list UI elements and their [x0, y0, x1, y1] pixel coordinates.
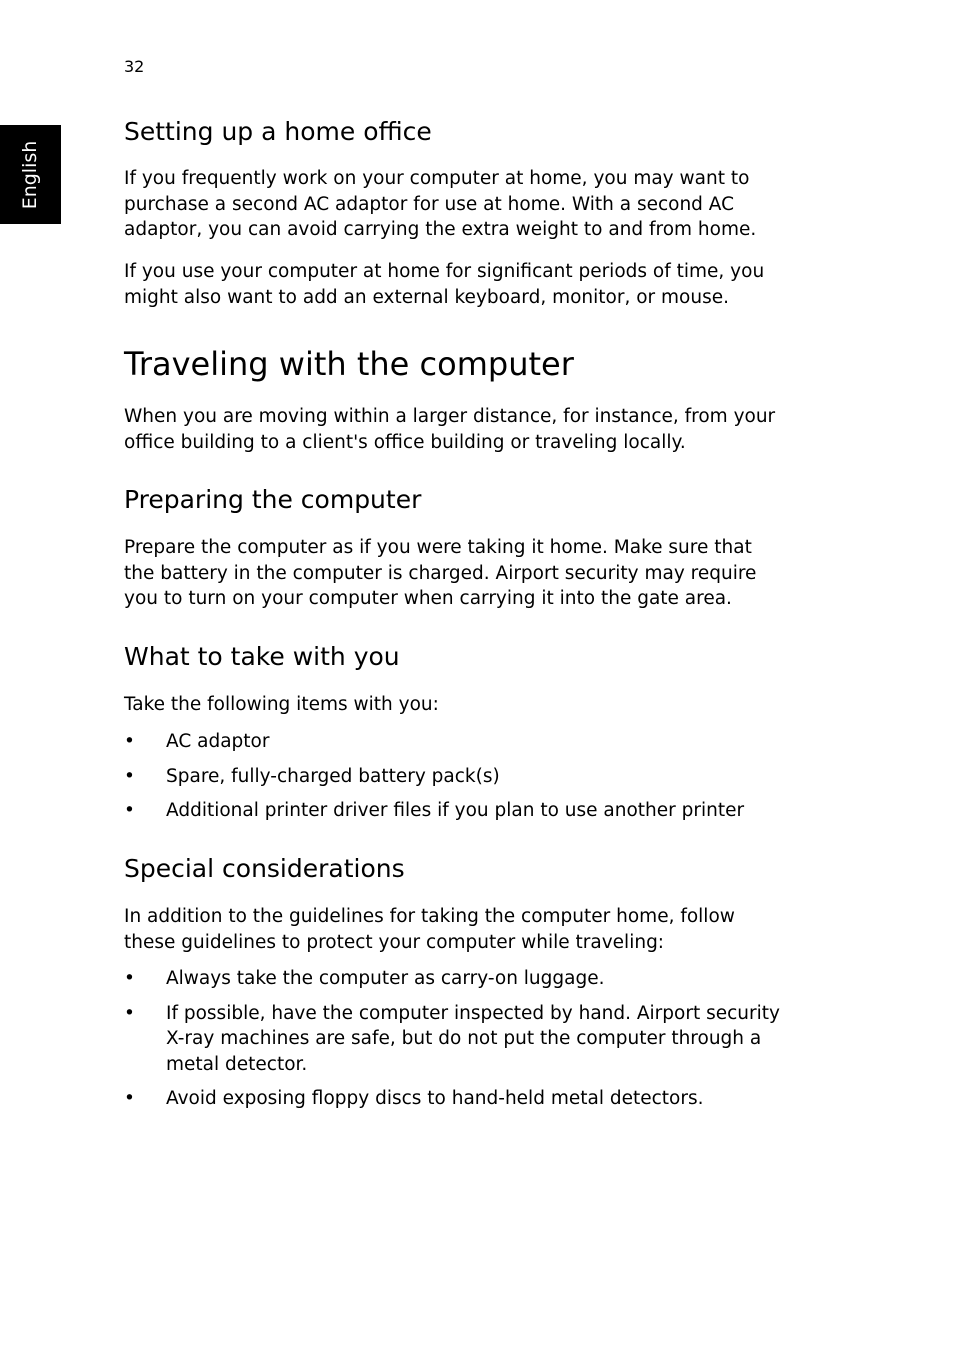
- heading-special-considerations: Special considerations: [124, 854, 405, 883]
- text-line: Avoid exposing floppy discs to hand-held metal detectors.: [166, 1088, 704, 1109]
- list-item: [124, 1001, 780, 1078]
- paragraph-traveling-1: [124, 404, 775, 455]
- text-line: office building to a client's office building or traveling locally.: [124, 431, 686, 453]
- paragraph-preparing-1: [124, 535, 756, 612]
- text-line: these guidelines to protect your computer while traveling:: [124, 931, 665, 953]
- heading-traveling-with-computer: Traveling with the computer: [124, 345, 574, 383]
- page-number: 32: [124, 57, 145, 76]
- bullet-icon: •: [124, 1088, 135, 1109]
- list-item: [124, 966, 780, 992]
- bullet-icon: •: [124, 765, 135, 787]
- heading-setting-up-home-office: Setting up a home office: [124, 117, 432, 146]
- text-line: X-ray machines are safe, but do not put the computer through a: [166, 1028, 762, 1049]
- bullet-icon: •: [124, 968, 135, 989]
- paragraph-home-office-2: [124, 259, 764, 310]
- text-line: the battery in the computer is charged. Airport security may require: [124, 562, 757, 584]
- list-special-considerations: [124, 966, 780, 1112]
- text-line: AC adaptor: [166, 731, 270, 752]
- text-line: When you are moving within a larger distance, for instance, from your: [124, 406, 776, 427]
- heading-preparing-computer: Preparing the computer: [124, 485, 422, 514]
- text-line: adaptor, you can avoid carrying the extra weight to and from home.: [124, 219, 757, 240]
- text-line: might also want to add an external keyboard, monitor, or mouse.: [124, 286, 729, 308]
- text-line: Always take the computer as carry-on luggage.: [166, 968, 605, 989]
- text-line: purchase a second AC adaptor for use at home. With a second AC: [124, 193, 735, 215]
- text-line: Spare, fully-charged battery pack(s): [166, 765, 500, 787]
- text-line: If you frequently work on your computer at home, you may want to: [124, 168, 750, 189]
- text-line: Additional printer driver files if you plan to use another printer: [166, 800, 745, 821]
- text-line: Take the following items with you:: [124, 694, 439, 715]
- list-item: [124, 1086, 780, 1112]
- list-item: [124, 798, 744, 824]
- paragraph-home-office-1: [124, 166, 756, 243]
- language-tab-label: English: [19, 140, 41, 210]
- text-line: If possible, have the computer inspected by hand. Airport security: [166, 1002, 780, 1024]
- language-tab: [0, 125, 61, 224]
- list-item: [124, 729, 744, 755]
- list-item: [124, 764, 744, 790]
- paragraph-special-1: [124, 904, 735, 955]
- bullet-icon: •: [124, 800, 135, 821]
- bullet-icon: •: [124, 1002, 135, 1024]
- paragraph-what-to-take-intro: [124, 692, 439, 718]
- text-line: Prepare the computer as if you were taking it home. Make sure that: [124, 537, 752, 558]
- text-line: metal detector.: [166, 1053, 308, 1075]
- heading-what-to-take: What to take with you: [124, 642, 400, 671]
- list-what-to-take: [124, 729, 744, 824]
- text-line: you to turn on your computer when carrying it into the gate area.: [124, 588, 732, 609]
- text-line: In addition to the guidelines for taking the computer home, follow: [124, 906, 735, 927]
- text-line: If you use your computer at home for significant periods of time, you: [124, 261, 765, 282]
- bullet-icon: •: [124, 731, 135, 752]
